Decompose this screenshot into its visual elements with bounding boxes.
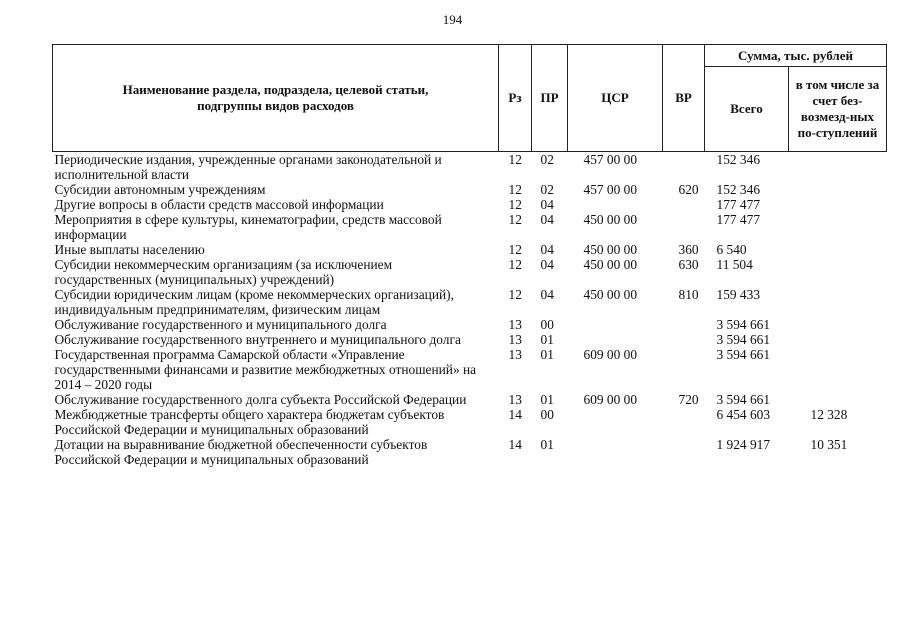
row-pr: 04 — [540, 197, 554, 212]
row-name: Другие вопросы в области средств массовой информации — [54, 197, 384, 212]
row-pr: 01 — [540, 347, 554, 362]
row-total: 152 346 — [716, 152, 761, 167]
row-csr: 450 00 00 — [583, 257, 638, 272]
row-total: 177 477 — [716, 212, 761, 227]
table-row — [53, 407, 887, 437]
header-rz: Рз — [499, 45, 532, 152]
row-total: 3 594 661 — [716, 317, 771, 332]
row-name: Субсидии юридическим лицам (кроме некоммерческих организаций), индивидуальным предпринимателям, физическим лицам — [54, 287, 454, 317]
table-row — [53, 437, 887, 467]
table-row — [53, 287, 887, 317]
row-total: 159 433 — [716, 287, 761, 302]
row-pr: 01 — [540, 437, 554, 452]
row-including — [789, 197, 887, 212]
row-total: 3 594 661 — [716, 347, 771, 362]
row-including: 12 328 — [810, 407, 848, 422]
row-pr: 02 — [540, 152, 554, 167]
header-sum-group: Сумма, тыс. рублей — [705, 45, 887, 67]
row-vr — [663, 152, 705, 183]
row-rz: 13 — [508, 317, 522, 332]
row-total: 6 540 — [716, 242, 747, 257]
row-csr — [568, 332, 663, 347]
row-total: 3 594 661 — [716, 392, 771, 407]
row-total: 177 477 — [716, 197, 761, 212]
row-pr: 04 — [540, 242, 554, 257]
row-vr — [663, 212, 705, 242]
row-csr — [568, 407, 663, 437]
page-number: 194 — [442, 12, 463, 27]
row-total: 152 346 — [716, 182, 761, 197]
row-csr — [568, 197, 663, 212]
header-csr: ЦСР — [568, 45, 663, 152]
row-including — [789, 347, 887, 392]
table-row — [53, 212, 887, 242]
row-including — [789, 317, 887, 332]
row-csr: 450 00 00 — [583, 287, 638, 302]
row-rz: 12 — [508, 242, 522, 257]
row-including — [789, 332, 887, 347]
row-pr: 01 — [540, 392, 554, 407]
row-rz: 14 — [508, 407, 522, 422]
table-row — [53, 242, 887, 257]
row-including — [789, 152, 887, 183]
row-csr: 609 00 00 — [583, 347, 638, 362]
row-total: 3 594 661 — [716, 332, 771, 347]
row-csr: 609 00 00 — [583, 392, 638, 407]
row-csr: 450 00 00 — [583, 212, 638, 227]
row-including — [789, 287, 887, 317]
row-vr — [663, 437, 705, 467]
table-row — [53, 392, 887, 407]
row-pr: 01 — [540, 332, 554, 347]
header-pr: ПР — [532, 45, 568, 152]
row-pr: 04 — [540, 287, 554, 302]
row-vr — [663, 407, 705, 437]
row-vr: 360 — [678, 242, 699, 257]
table-row — [53, 332, 887, 347]
row-rz: 12 — [508, 212, 522, 227]
row-vr — [663, 317, 705, 332]
row-pr: 02 — [540, 182, 554, 197]
row-rz: 13 — [508, 392, 522, 407]
row-name: Государственная программа Самарской области «Управление государственными финансами и развитие межбюджетных отношений» на 2014 – 2020 годы — [54, 347, 477, 392]
row-vr: 720 — [678, 392, 699, 407]
table-body — [53, 152, 887, 468]
row-rz: 12 — [508, 257, 522, 272]
row-including — [789, 392, 887, 407]
row-vr: 630 — [678, 257, 699, 272]
header-vr: ВР — [663, 45, 705, 152]
row-pr: 04 — [540, 212, 554, 227]
row-name: Субсидии автономным учреждениям — [54, 182, 266, 197]
row-pr: 00 — [540, 317, 554, 332]
row-including: 10 351 — [810, 437, 848, 452]
row-csr: 457 00 00 — [583, 152, 638, 167]
table-header — [53, 45, 887, 152]
row-total: 11 504 — [716, 257, 753, 272]
row-csr: 450 00 00 — [583, 242, 638, 257]
row-rz: 12 — [508, 182, 522, 197]
row-vr: 620 — [678, 182, 699, 197]
row-including — [789, 242, 887, 257]
row-rz: 13 — [508, 347, 522, 362]
table-row — [53, 197, 887, 212]
row-name: Межбюджетные трансферты общего характера бюджетам субъектов Российской Федерации и муниципальных образований — [54, 407, 445, 437]
row-rz: 13 — [508, 332, 522, 347]
row-vr — [663, 347, 705, 392]
row-name: Обслуживание государственного долга субъекта Российской Федерации — [54, 392, 467, 407]
row-name: Субсидии некоммерческим организациям (за исключением государственных (муниципальных) учреждений) — [54, 257, 393, 287]
row-rz: 12 — [508, 152, 522, 167]
header-including: в том числе за счет без-возмезд-ных по-ступлений — [789, 67, 887, 152]
row-vr: 810 — [678, 287, 699, 302]
row-rz: 14 — [508, 437, 522, 452]
budget-table — [52, 44, 887, 467]
table-row — [53, 317, 887, 332]
header-name: Наименование раздела, подраздела, целевой статьи, подгруппы видов расходов — [53, 45, 499, 152]
table-row — [53, 347, 887, 392]
row-including — [789, 182, 887, 197]
row-name: Периодические издания, учрежденные органами законодательной и исполнительной власти — [54, 152, 442, 182]
row-csr — [568, 317, 663, 332]
row-including — [789, 212, 887, 242]
row-pr: 00 — [540, 407, 554, 422]
row-rz: 12 — [508, 287, 522, 302]
row-csr — [568, 437, 663, 467]
row-rz: 12 — [508, 197, 522, 212]
row-total: 1 924 917 — [716, 437, 771, 452]
header-total: Всего — [705, 67, 789, 152]
row-name: Иные выплаты населению — [54, 242, 205, 257]
row-csr: 457 00 00 — [583, 182, 638, 197]
row-total: 6 454 603 — [716, 407, 771, 422]
row-name: Мероприятия в сфере культуры, кинематографии, средств массовой информации — [54, 212, 442, 242]
table-row — [53, 257, 887, 287]
row-vr — [663, 332, 705, 347]
row-including — [789, 257, 887, 287]
row-pr: 04 — [540, 257, 554, 272]
row-name: Обслуживание государственного и муниципального долга — [54, 317, 387, 332]
row-name: Дотации на выравнивание бюджетной обеспеченности субъектов Российской Федерации и муниципальных образований — [54, 437, 428, 467]
row-vr — [663, 197, 705, 212]
table-row — [53, 152, 887, 183]
row-name: Обслуживание государственного внутреннего и муниципального долга — [54, 332, 461, 347]
table-row — [53, 182, 887, 197]
